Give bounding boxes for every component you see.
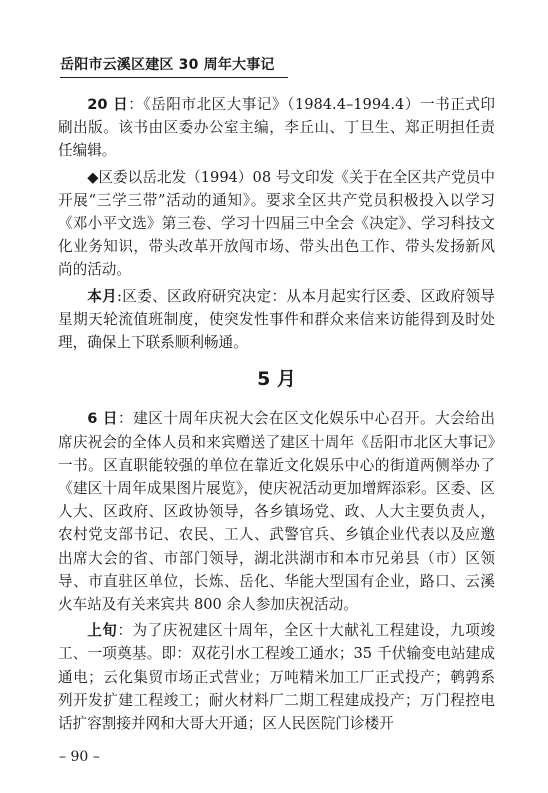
entry-text: :区委、区政府研究决定：从本月起实行区委、区政府领导星期天轮流值班制度，使突发性事件和群众来信来访能得到及时处理，确保上下联系顺利畅通。 [58, 287, 495, 352]
entry-this-month [58, 285, 495, 355]
entry-text: ：建区十周年庆祝大会在区文化娱乐中心召开。大会给出席庆祝会的全体人员和来宾赠送了建区十周年《岳阳市北区大事记》一书。区直职能较强的单位在靠近文化娱乐中心的街道两侧举办了《建区十周年成果图片展览》，使庆祝活动更加增辉添彩。区委、区人大、区政府、区政协领导，各乡镇场党、政、人大主要负责人，农村党支部书记、农民、工人、武警官兵、乡镇企业代表以及应邀出席大会的省、市部门领导，湖北洪湖市和本市兄弟县（市）区领导、市直驻区单位，长炼、岳化、华能大型国有企业，路口、云溪火车站及有关来宾共 800 余人参加庆祝活动。 [58, 410, 495, 614]
page-body [58, 93, 495, 738]
entry-text: ：《岳阳市北区大事记》（1984.4–1994.4）一书正式印刷出版。该书由区委办公室主编，李丘山、丁旦生、郑正明担任责任编辑。 [58, 96, 495, 160]
entry-6th [58, 407, 495, 616]
entry-text: ：为了庆祝建区十周年，全区十大献礼工程建设，九项竣工、一项奠基。即：双花引水工程竣工通水；35 千伏输变电站建成通电；云化集贸市场正式营业；万吨精米加工厂正式投产；鹌鹑系列开发扩建工程竣工；耐火材料厂二期工程建成投产；万门程控电话扩容割接并网和大哥大开通；区人民医院门诊楼开 [58, 622, 495, 733]
section-heading-may: 5 月 [257, 368, 296, 391]
header-rule [60, 77, 288, 78]
entry-lead: 20 日 [87, 96, 129, 113]
running-header: 岳阳市云溪区建区 30 周年大事记 [60, 57, 275, 73]
entry-20th [58, 93, 495, 163]
diamond-bullet-icon: ◆ [87, 168, 99, 186]
entry-text: 区委以岳北发（1994）08 号文印发《关于在全区共产党员中开展“三学三带”活动的通知》。要求全区共产党员积极投入以学习《邓小平文选》第三卷、学习十四届三中全会《决定》、学习科技文化业务知识，带头改革开放闯市场、带头出色工作、带头发扬新风尚的活动。 [58, 168, 495, 279]
entry-lead: 6 日 [87, 410, 119, 428]
entry-lead: 上旬 [87, 622, 118, 640]
entry-party-notice [58, 166, 495, 282]
page-number: – 90 – [59, 749, 100, 765]
entry-lead: 本月 [87, 287, 118, 305]
entry-early-month [58, 619, 495, 735]
